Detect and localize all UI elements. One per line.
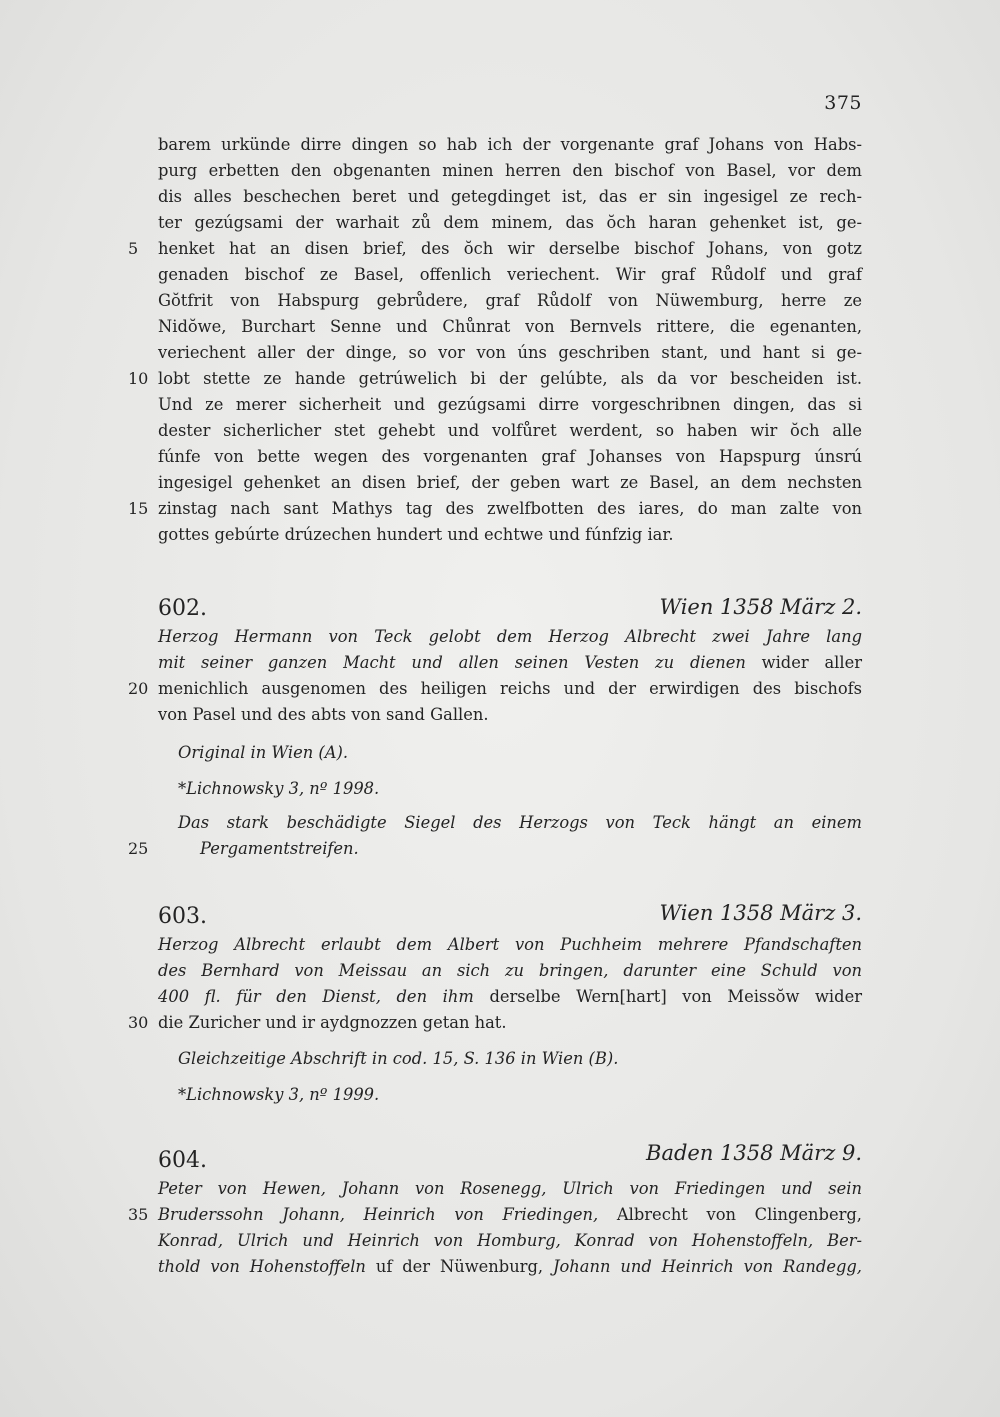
regest-line: menichlich ausgenomen des heiligen reichs und der erwirdigen des bischofs <box>158 679 862 698</box>
entry-place-date: Wien 1358 März 2. <box>659 595 862 619</box>
line-number: 15 <box>128 499 149 518</box>
regest-line <box>158 650 862 676</box>
regest-roman: uf der Nüwenburg, <box>375 1257 544 1276</box>
text-line: fúnfe von bette wegen des vorgenanten graf Johanses von Hapspurg únsrú <box>158 447 862 466</box>
regest-line: von Pasel und des abts von sand Gallen. <box>158 705 489 724</box>
entry-place-date: Baden 1358 März 9. <box>646 1141 862 1165</box>
source-note: Original in Wien (A). <box>178 743 348 762</box>
regest-line: Konrad, Ulrich und Heinrich von Homburg, Konrad von Hohenstoffeln, Ber- <box>158 1231 862 1250</box>
text-line: veriechent aller der dinge, so vor von úns geschriben stant, und hant si ge- <box>158 343 862 362</box>
regest-roman: derselbe Wern[hart] von Meissŏw wider <box>489 987 862 1006</box>
line-number: 5 <box>128 239 139 258</box>
text-line: henket hat an disen brief, des ŏch wir derselbe bischof Johans, von gotz <box>158 239 862 258</box>
regest-line: Herzog Hermann von Teck gelobt dem Herzog Albrecht zwei Jahre lang <box>158 627 862 646</box>
entry-number: 604. <box>158 1148 207 1173</box>
text-line: zinstag nach sant Mathys tag des zwelfbotten des iares, do man zalte von <box>158 499 862 518</box>
regest-line <box>158 984 862 1010</box>
text-line: dester sicherlicher stet gehebt und volfůret werdent, so haben wir ŏch alle <box>158 421 862 440</box>
text-line: dis alles beschechen beret und getegdinget ist, das er sin ingesigel ze rech- <box>158 187 862 206</box>
page-number: 375 <box>824 92 862 114</box>
line-number: 35 <box>128 1205 149 1224</box>
regest-italic: Bruderssohn Johann, Heinrich von Friedingen, <box>158 1205 599 1224</box>
reference-note: *Lichnowsky 3, nº 1999. <box>178 1085 380 1104</box>
regest-line <box>158 1202 862 1228</box>
regest-line: Peter von Hewen, Johann von Rosenegg, Ulrich von Friedingen und sein <box>158 1179 862 1198</box>
text-line: Nidŏwe, Burchart Senne und Chůnrat von Bernvels rittere, die egenanten, <box>158 317 862 336</box>
reference-note: *Lichnowsky 3, nº 1998. <box>178 779 380 798</box>
text-line: ter gezúgsami der warhait zů dem minem, das ŏch haran gehenket ist, ge- <box>158 213 862 232</box>
regest-line: die Zuricher und ir aydgnozzen getan hat. <box>158 1013 507 1032</box>
regest-line: des Bernhard von Meissau an sich zu bringen, darunter eine Schuld von <box>158 961 862 980</box>
text-line: purg erbetten den obgenanten minen herren den bischof von Basel, vor dem <box>158 161 862 180</box>
line-number: 25 <box>128 839 149 858</box>
text-line: genaden bischof ze Basel, offenlich veriechent. Wir graf Růdolf und graf <box>158 265 862 284</box>
text-line: barem urkünde dirre dingen so hab ich der vorgenante graf Johans von Habs- <box>158 135 862 154</box>
entry-place-date: Wien 1358 März 3. <box>659 901 862 925</box>
regest-italic: 400 fl. für den Dienst, den ihm <box>158 987 474 1006</box>
entry-number: 602. <box>158 596 207 621</box>
line-number: 30 <box>128 1013 149 1032</box>
text-line: lobt stette ze hande getrúwelich bi der gelúbte, als da vor bescheiden ist. <box>158 369 862 388</box>
seal-note: Pergamentstreifen. <box>200 839 359 858</box>
source-note: Gleichzeitige Abschrift in cod. 15, S. 136 in Wien (B). <box>178 1049 619 1068</box>
regest-roman: wider aller <box>761 653 863 672</box>
regest-italic: mit seiner ganzen Macht und allen seinen Vesten zu dienen <box>158 653 746 672</box>
regest-italic: Johann und Heinrich von Randegg, <box>552 1257 862 1276</box>
text-line: Gŏtfrit von Habspurg gebrůdere, graf Růdolf von Nüwemburg, herre ze <box>158 291 862 310</box>
text-line: Und ze merer sicherheit und gezúgsami dirre vorgeschribnen dingen, das si <box>158 395 862 414</box>
seal-note: Das stark beschädigte Siegel des Herzogs von Teck hängt an einem <box>178 813 862 832</box>
regest-italic: thold von Hohenstoffeln <box>158 1257 366 1276</box>
line-number: 20 <box>128 679 149 698</box>
line-number: 10 <box>128 369 149 388</box>
regest-line: Herzog Albrecht erlaubt dem Albert von Puchheim mehrere Pfandschaften <box>158 935 862 954</box>
text-line: gottes gebúrte drúzechen hundert und echtwe und fúnfzig iar. <box>158 525 674 544</box>
entry-number: 603. <box>158 904 207 929</box>
regest-roman: Albrecht von Clingenberg, <box>616 1205 862 1224</box>
text-line: ingesigel gehenket an disen brief, der geben wart ze Basel, an dem nechsten <box>158 473 862 492</box>
regest-line <box>158 1254 862 1280</box>
